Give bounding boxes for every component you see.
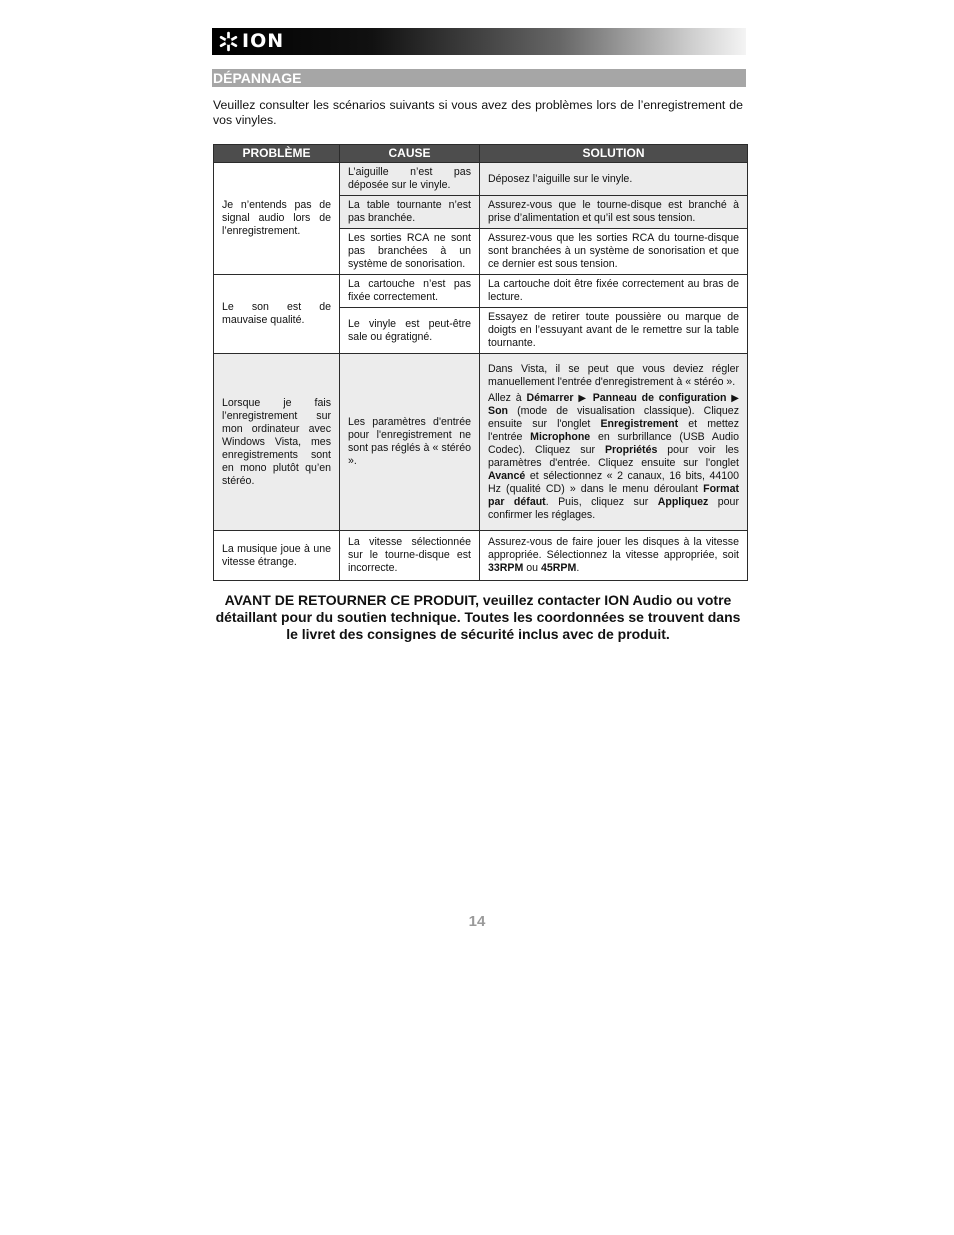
cause-cell: L’aiguille n’est pas déposée sur le vinyle. xyxy=(340,163,480,196)
solution-cell: La cartouche doit être fixée correctement au bras de lecture. xyxy=(480,275,748,308)
table-row xyxy=(214,163,748,196)
section-title: DÉPANNAGE xyxy=(213,70,302,86)
apply-label: Appliquez xyxy=(657,495,709,508)
default-format-label: Format par défaut xyxy=(488,482,739,508)
header-banner xyxy=(212,28,746,55)
problem-cell: Lorsque je fais l’enregistrement sur mon ordinateur avec Windows Vista, mes enregistrements sont en mono plutôt qu’en stéréo. xyxy=(214,354,340,531)
cause-cell: Le vinyle est peut-être sale ou égratigné. xyxy=(340,308,480,354)
menu-sound-label: Son xyxy=(488,404,509,417)
cause-cell: Les paramètres d'entrée pour l'enregistrement ne sont pas réglés à « stéréo ». xyxy=(340,354,480,531)
problem-cell: La musique joue à une vitesse étrange. xyxy=(214,531,340,581)
table-row xyxy=(214,275,748,308)
intro-paragraph: Veuillez consulter les scénarios suivants si vous avez des problèmes lors de l’enregistrement de vos vinyles. xyxy=(213,98,743,127)
troubleshooting-table xyxy=(213,144,748,581)
table-row xyxy=(214,531,748,581)
solution-text: en surbrillance (USB Audio Codec). Cliquez sur xyxy=(488,430,739,456)
menu-start-label: Démarrer xyxy=(526,391,574,404)
header-solution: SOLUTION xyxy=(480,145,748,163)
solution-text: (mode de visualisation classique). Cliquez ensuite sur l'onglet xyxy=(488,404,739,430)
menu-control-panel-label: Panneau de configuration xyxy=(592,391,727,404)
solution-paragraph xyxy=(488,392,739,522)
problem-cell: Le son est de mauvaise qualité. xyxy=(214,275,340,354)
section-header-bar xyxy=(212,69,746,87)
solution-text: pour voir les paramètres d'entrée. Cliquez ensuite sur l'onglet xyxy=(488,443,739,469)
solution-text: Assurez-vous de faire jouer les disques à la vitesse appropriée. Sélectionnez la vitesse appropriée, soit xyxy=(488,536,739,561)
solution-text: . xyxy=(576,562,580,574)
solution-text: et sélectionnez « 2 canaux, 16 bits, 44100 Hz (qualité CD) » dans le menu déroulant xyxy=(488,469,739,495)
cause-cell: La vitesse sélectionnée sur le tourne-disque est incorrecte. xyxy=(340,531,480,581)
return-notice: AVANT DE RETOURNER CE PRODUIT, veuillez contacter ION Audio ou votre détaillant pour du soutien technique. Toutes les coordonnées se trouvent dans le livret des consignes de sécurité inclus avec de produit. xyxy=(215,592,741,642)
solution-cell: Déposez l’aiguille sur le vinyle. xyxy=(480,163,748,196)
solution-text: ou xyxy=(523,562,541,574)
solution-text: Allez à xyxy=(488,391,527,404)
solution-cell xyxy=(480,354,748,531)
solution-text: et mettez l'entrée xyxy=(488,417,739,443)
header-cause: CAUSE xyxy=(340,145,480,163)
ion-logo xyxy=(218,31,284,52)
arrow-right-icon: ▶ xyxy=(578,392,588,404)
star-logo-icon xyxy=(218,31,239,52)
cause-cell: Les sorties RCA ne sont pas branchées à un système de sonorisation. xyxy=(340,229,480,275)
solution-cell: Assurez-vous que les sorties RCA du tourne-disque sont branchées à un système de sonorisation et que ce dernier est sous tension. xyxy=(480,229,748,275)
solution-cell: Assurez-vous que le tourne-disque est branché à prise d’alimentation et qu’il est sous tension. xyxy=(480,196,748,229)
tab-recording-label: Enregistrement xyxy=(600,417,679,430)
solution-text: pour confirmer les réglages. xyxy=(488,495,739,521)
solution-text: . Puis, cliquez sur xyxy=(545,495,658,508)
cause-cell: La cartouche n’est pas fixée correctement. xyxy=(340,275,480,308)
page-number: 14 xyxy=(468,913,486,930)
solution-paragraph: Dans Vista, il se peut que vous deviez régler manuellement l'entrée d'enregistrement à « stéréo ». xyxy=(488,362,739,388)
problem-cell: Je n’entends pas de signal audio lors de l’enregistrement. xyxy=(214,163,340,275)
table-row xyxy=(214,354,748,531)
speed-33-label: 33RPM xyxy=(488,562,524,574)
solution-cell: Essayez de retirer toute poussière ou marque de doigts en l’essuyant avant de le remettre sur la table tournante. xyxy=(480,308,748,354)
tab-advanced-label: Avancé xyxy=(488,469,526,482)
speed-45-label: 45RPM xyxy=(541,562,577,574)
input-microphone-label: Microphone xyxy=(530,430,591,443)
table-header-row xyxy=(214,145,748,163)
cause-cell: La table tournante n’est pas branchée. xyxy=(340,196,480,229)
header-problem: PROBLÈME xyxy=(214,145,340,163)
properties-label: Propriétés xyxy=(604,443,658,456)
logo-text: ION xyxy=(242,30,285,52)
solution-cell xyxy=(480,531,748,581)
arrow-right-icon: ▶ xyxy=(731,392,739,404)
